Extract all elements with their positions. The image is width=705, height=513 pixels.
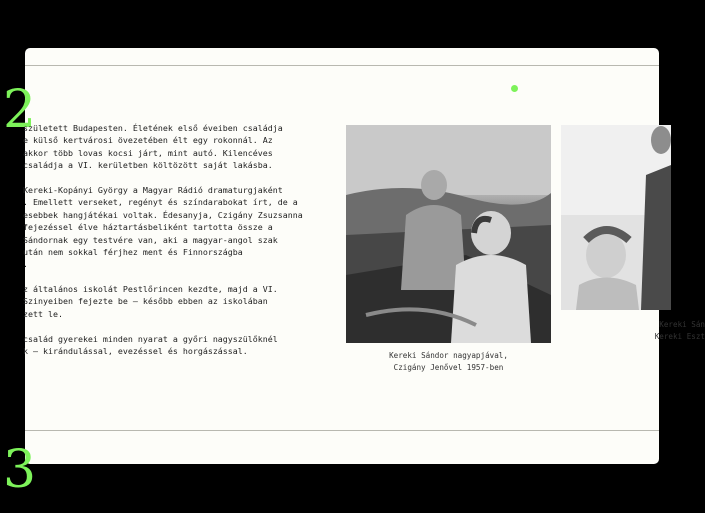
text-line: . (23, 259, 28, 270)
text-line: . Emellett verseket, regényt és színdarabokat írt, de a (23, 197, 298, 208)
text-line: k – kirándulással, evezéssel és horgászással. (23, 346, 248, 357)
accent-dot-icon (511, 85, 518, 92)
photo-caption (585, 319, 705, 343)
caption-line: Kereki Sán (659, 320, 705, 329)
body-text-column (23, 122, 343, 357)
text-line: akkor több lovas kocsi járt, mint autó. Kilencéves (23, 147, 273, 158)
text-line: fejezéssel élve háztartásbeliként tartotta össze a (23, 222, 273, 233)
text-line: esebbek hangjátékai voltak. Édesanyja, Czigány Zsuzsanna (23, 209, 303, 220)
text-line: született Budapesten. Életének első éveiben családja (23, 123, 283, 133)
text-line: Kereki-Kopányi György a Magyar Rádió dramaturgjaként (23, 184, 283, 195)
next-chapter-number: 3 (3, 440, 37, 500)
text-line: után nem sokkal férjhez ment és Finnországba (23, 246, 243, 257)
bottom-divider (25, 430, 659, 431)
document-page (3, 48, 705, 500)
photo-children (561, 125, 671, 310)
caption-line: Czigány Jenővel 1957-ben (393, 363, 504, 372)
photo-children-illustration (561, 125, 671, 310)
photo-grandfather-boat-illustration (346, 125, 551, 343)
text-line: Szinyeiben fejezte be – később ebben az iskolában (23, 296, 268, 307)
text-line: családja a VI. kerületben költözött saját lakásba. (23, 160, 273, 171)
caption-line: Kereki Sándor nagyapjával, (389, 351, 508, 360)
text-line: z általános iskolát Pestlőrincen kezdte, majd a VI. (23, 284, 278, 295)
caption-line: Kereki Eszt (654, 332, 705, 341)
text-line: e külső kertvárosi övezetében élt egy rokonnál. Az (23, 135, 273, 146)
text-line: zett le. (23, 308, 63, 319)
photo-grandfather-boat (346, 125, 551, 343)
photo-caption (346, 350, 551, 374)
top-divider (25, 65, 659, 66)
text-line: család gyerekei minden nyarat a győri nagyszülőknél (23, 333, 278, 344)
text-line: Sándornak egy testvére van, aki a magyar-angol szak (23, 234, 278, 245)
chapter-number: 2 (3, 80, 37, 140)
